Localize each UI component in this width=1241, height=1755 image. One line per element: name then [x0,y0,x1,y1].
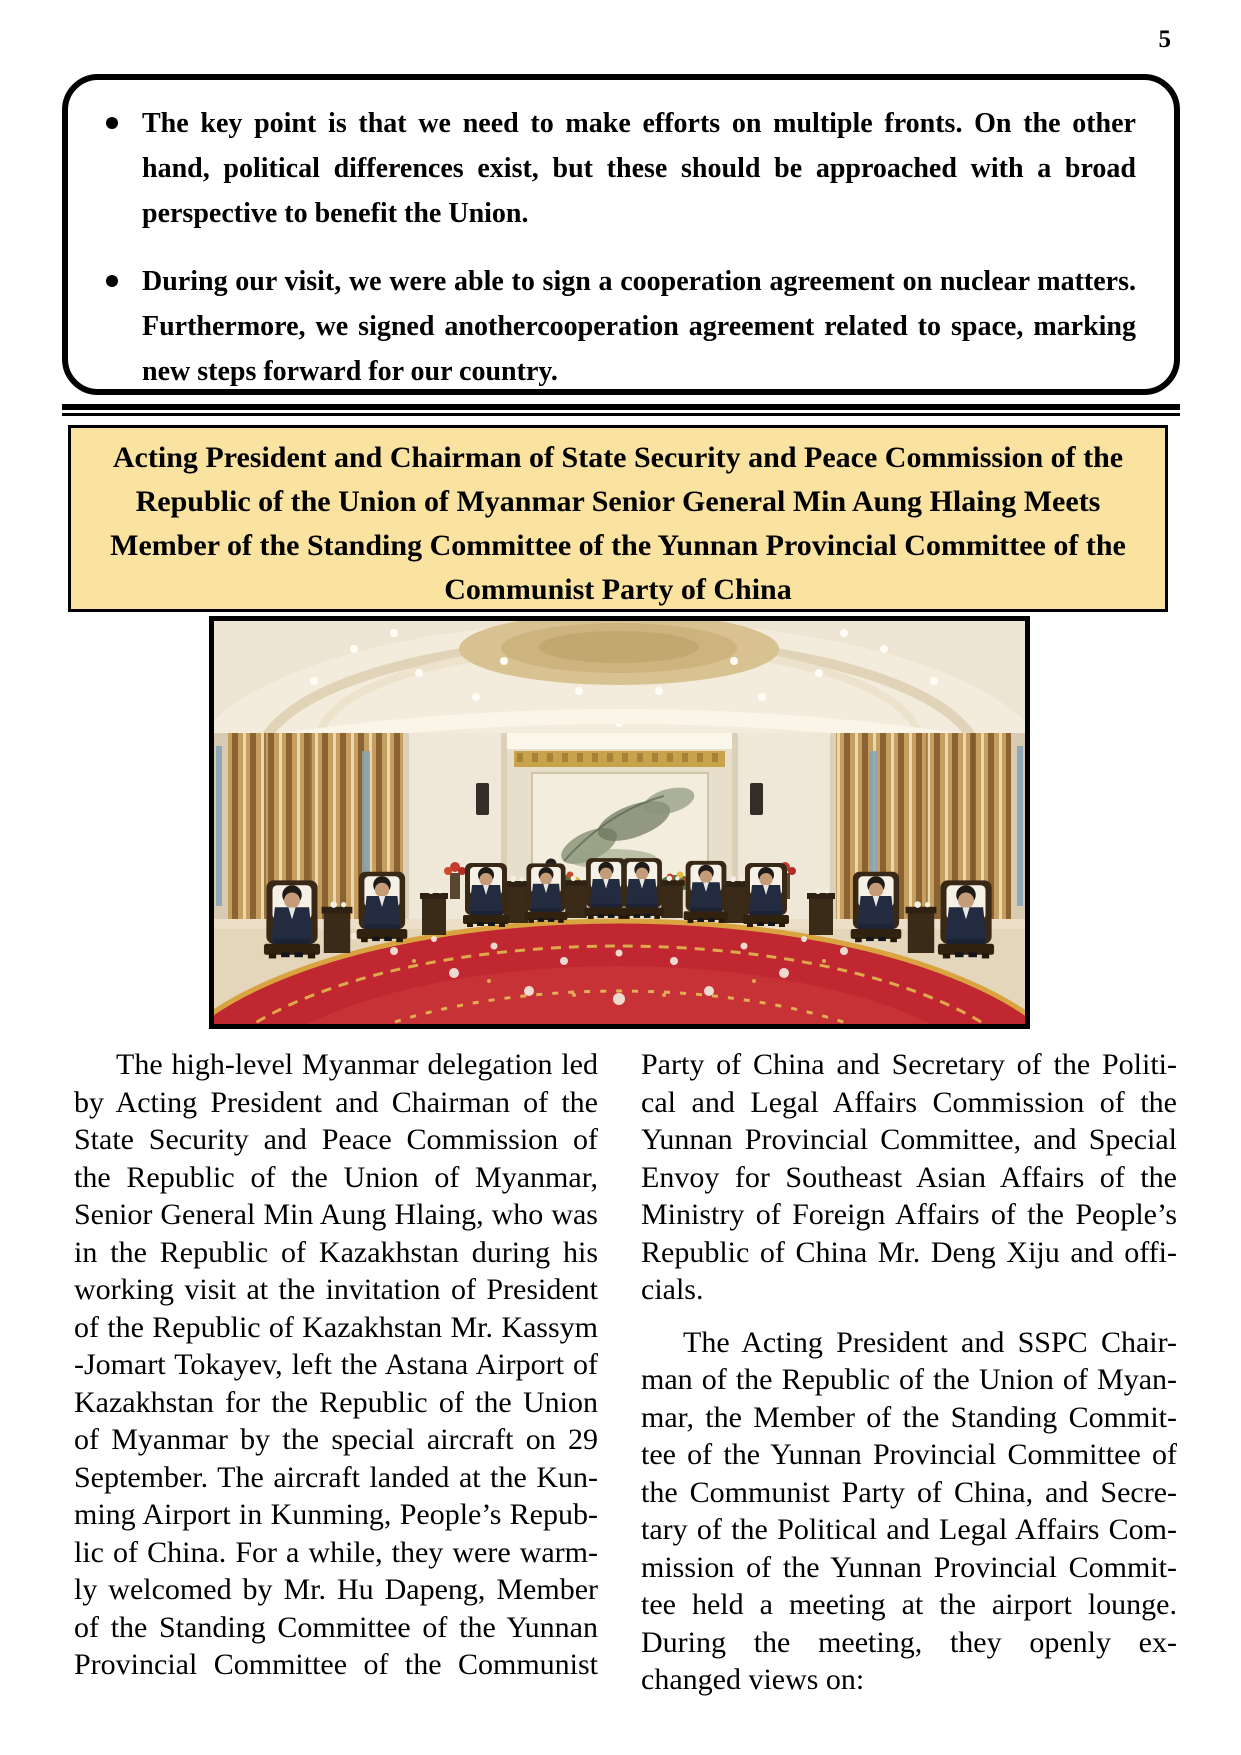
body-text-line: Republic of China Mr. Deng Xiju and offi- [641,1235,1177,1269]
body-text-line: mission of the Yunnan Provincial Commit- [641,1550,1177,1584]
body-text-line: ming Airport in Kunming, People’s Repub- [74,1498,598,1531]
body-text-line: man of the Republic of the Union of Myan- [641,1363,1177,1396]
body-column-right [641,1046,1177,1699]
headline-line: Member of the Standing Committee of the Yunnan Provincial Committee of the [110,529,1126,562]
body-text-line: the Communist Party of China, and Secre- [641,1475,1177,1509]
body-text-line: of Myanmar by the special aircraft on 29 [74,1423,598,1456]
body-text-line: Kazakhstan for the Republic of the Union [74,1385,598,1419]
body-text-line: The high-level Myanmar delegation led [116,1048,598,1081]
body-text-line: Party of China and Secretary of the Politi- [641,1048,1177,1081]
key-point-line: perspective to benefit the Union. [142,198,529,229]
headline-box [68,425,1168,612]
key-point-line: new steps forward for our country. [142,356,558,387]
body-text-line: Senior General Min Aung Hlaing, who was [74,1198,598,1231]
page-number: 5 [1158,26,1171,53]
body-text-line: in the Republic of Kazakhstan during his [74,1235,598,1269]
headline-line: Acting President and Chairman of State Security and Peace Commission of the [112,441,1124,474]
body-text-line: ly welcomed by Mr. Hu Dapeng, Member [74,1573,598,1606]
body-text-line: During the meeting, they openly ex- [641,1625,1177,1659]
body-text-line: cials. [641,1273,704,1306]
body-column-left [74,1046,598,1684]
body-text-line: the Republic of the Union of Myanmar, [74,1160,598,1194]
key-point-line: hand, political differences exist, but these should be approached with a broad [142,153,1136,184]
bullet-icon [106,117,118,129]
body-text-line: Provincial Committee of the Communist [74,1648,598,1681]
body-text-line: changed views on: [641,1663,865,1696]
section-divider [62,404,1180,416]
body-text-line: working visit at the invitation of President [74,1273,598,1306]
divider-thin-rule [62,413,1180,416]
bullet-icon [106,275,118,287]
body-text-line: Ministry of Foreign Affairs of the People’s [641,1198,1177,1231]
body-text-line: cal and Legal Affairs Commission of the [641,1085,1177,1119]
meeting-photo [209,616,1030,1029]
key-point-line: During our visit, we were able to sign a cooperation agreement on nuclear matters. [142,266,1136,297]
divider-thick-rule [62,404,1180,410]
body-text-line: of the Republic of Kazakhstan Mr. Kassym [74,1310,598,1344]
body-text-line: by Acting President and Chairman of the [74,1085,598,1119]
body-text-line: -Jomart Tokayev, left the Astana Airport of [74,1348,598,1381]
key-point-item [94,259,1136,394]
body-text-line: of the Standing Committee of the Yunnan [74,1610,598,1644]
body-text-line: tee held a meeting at the airport lounge. [641,1588,1177,1621]
key-point-line: The key point is that we need to make efforts on multiple fronts. On the other [142,108,1136,139]
key-point-item [94,101,1136,236]
body-text-line: lic of China. For a while, they were warm- [74,1535,598,1569]
headline-line: Republic of the Union of Myanmar Senior General Min Aung Hlaing Meets [135,485,1101,518]
key-point-line: Furthermore, we signed anothercooperation agreement related to space, marking [142,311,1136,342]
body-text-line: tary of the Political and Legal Affairs Com- [641,1513,1177,1546]
body-text-line: State Security and Peace Commission of [74,1123,598,1156]
key-point-text [142,259,1136,394]
meeting-photo-illustration [214,621,1025,1024]
key-points-box [62,74,1180,395]
headline-line: Communist Party of China [444,573,792,606]
body-text-line: Yunnan Provincial Committee, and Special [641,1123,1177,1156]
key-point-text [142,101,1136,236]
body-text-line: The Acting President and SSPC Chair- [683,1325,1177,1359]
body-text-line: tee of the Yunnan Provincial Committee of [641,1438,1177,1471]
body-text-line: September. The aircraft landed at the Kun- [74,1460,598,1494]
body-text-line: Envoy for Southeast Asian Affairs of the [641,1160,1177,1194]
body-text-line: mar, the Member of the Standing Commit- [641,1400,1177,1434]
